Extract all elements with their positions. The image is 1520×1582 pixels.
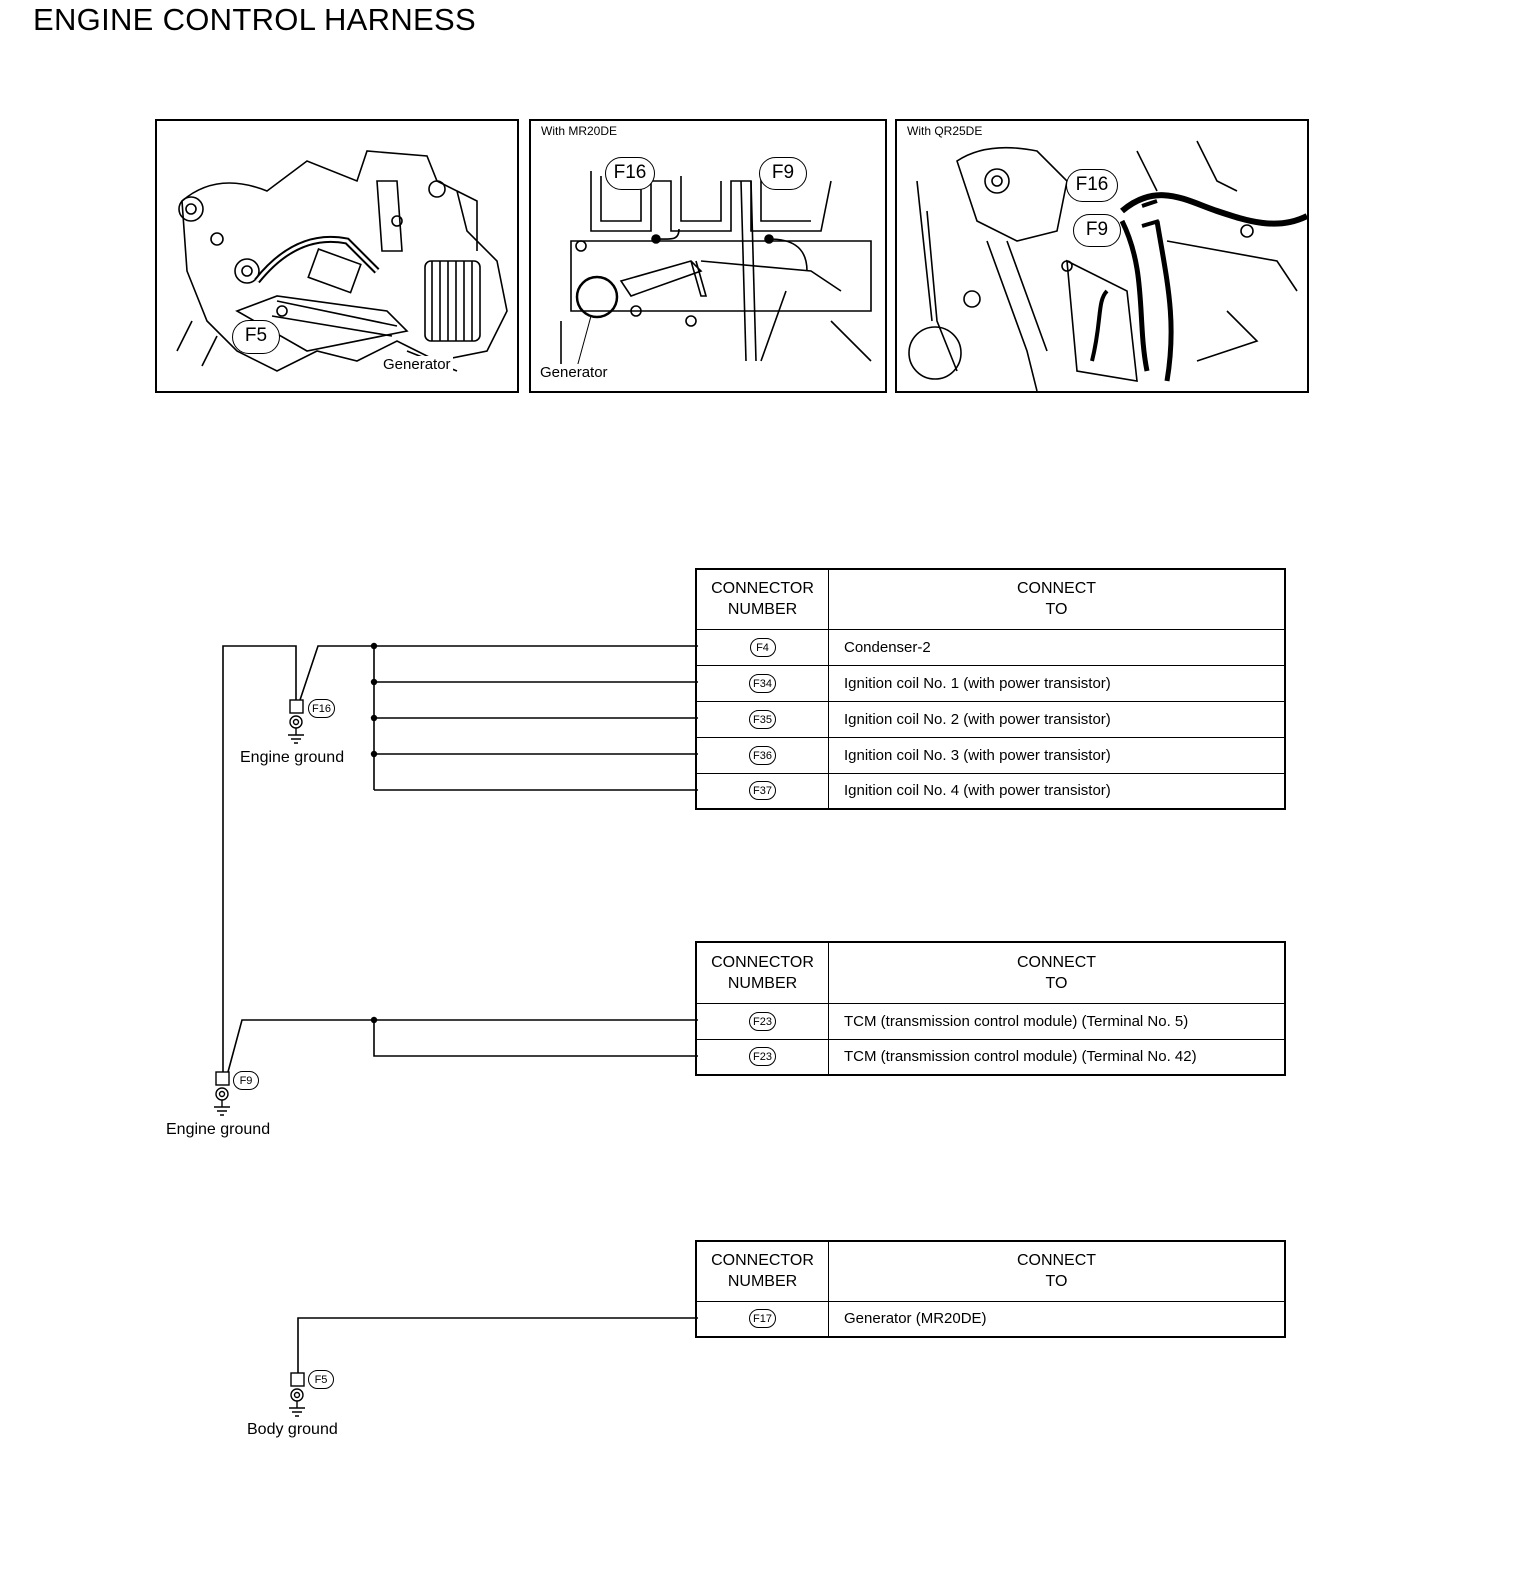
callout-f16: F16 xyxy=(605,157,655,190)
callout-f16: F16 xyxy=(1066,169,1118,202)
page-title: ENGINE CONTROL HARNESS xyxy=(33,2,476,37)
table-row xyxy=(696,1301,1285,1337)
connector-tag: F23 xyxy=(749,1012,776,1031)
header-connect-to: CONNECT TO xyxy=(829,569,1286,629)
connector-tag: F36 xyxy=(749,746,776,765)
connector-table-1 xyxy=(695,568,1286,810)
table-row xyxy=(696,1003,1285,1039)
connect-to-cell: TCM (transmission control module) (Terminal No. 42) xyxy=(829,1039,1286,1075)
connect-to-cell: Ignition coil No. 3 (with power transistor) xyxy=(829,737,1286,773)
callout-f9: F9 xyxy=(1073,214,1121,247)
table-row xyxy=(696,1039,1285,1075)
engine-ground-label: Engine ground xyxy=(166,1121,271,1138)
header-connector-number: CONNECTOR NUMBER xyxy=(696,942,829,1003)
connector-tag: F34 xyxy=(749,674,776,693)
table-row xyxy=(696,629,1285,665)
connect-to-cell: Ignition coil No. 2 (with power transistor) xyxy=(829,701,1286,737)
ground-connector-f9: F9 xyxy=(233,1071,259,1090)
table-row xyxy=(696,773,1285,809)
ground-connector-f5: F5 xyxy=(308,1370,334,1389)
ground-symbol-f5 xyxy=(289,1373,305,1416)
connect-to-cell: Ignition coil No. 4 (with power transistor) xyxy=(829,773,1286,809)
generator-label: Generator xyxy=(383,356,451,373)
photo-caption-qr25de: With QR25DE xyxy=(907,124,983,138)
header-connector-number: CONNECTOR NUMBER xyxy=(696,1241,829,1301)
connect-to-cell: Generator (MR20DE) xyxy=(829,1301,1286,1337)
header-connect-to: CONNECT TO xyxy=(829,1241,1286,1301)
connector-tag: F17 xyxy=(749,1309,776,1328)
connector-tag: F35 xyxy=(749,710,776,729)
connect-to-cell: Ignition coil No. 1 (with power transistor) xyxy=(829,665,1286,701)
ground-symbol-f9 xyxy=(214,1072,230,1115)
generator-label: Generator xyxy=(540,364,608,381)
engine-ground-label: Engine ground xyxy=(240,749,345,766)
callout-f9: F9 xyxy=(759,157,807,190)
connector-tag: F23 xyxy=(749,1047,776,1066)
connect-to-cell: TCM (transmission control module) (Terminal No. 5) xyxy=(829,1003,1286,1039)
ground-connector-f16: F16 xyxy=(308,699,335,718)
photo-caption-mr20de: With MR20DE xyxy=(541,124,618,138)
header-connector-number: CONNECTOR NUMBER xyxy=(696,569,829,629)
table-row xyxy=(696,701,1285,737)
table-row xyxy=(696,737,1285,773)
connector-tag: F4 xyxy=(750,638,776,657)
connect-to-cell: Condenser-2 xyxy=(829,629,1286,665)
body-ground-label: Body ground xyxy=(247,1421,338,1438)
connector-table-3 xyxy=(695,1240,1286,1338)
connector-table-2 xyxy=(695,941,1286,1076)
table-row xyxy=(696,665,1285,701)
connector-tag: F37 xyxy=(749,781,776,800)
ground-symbol-f16 xyxy=(288,700,304,743)
header-connect-to: CONNECT TO xyxy=(829,942,1286,1003)
callout-f5: F5 xyxy=(232,320,280,354)
